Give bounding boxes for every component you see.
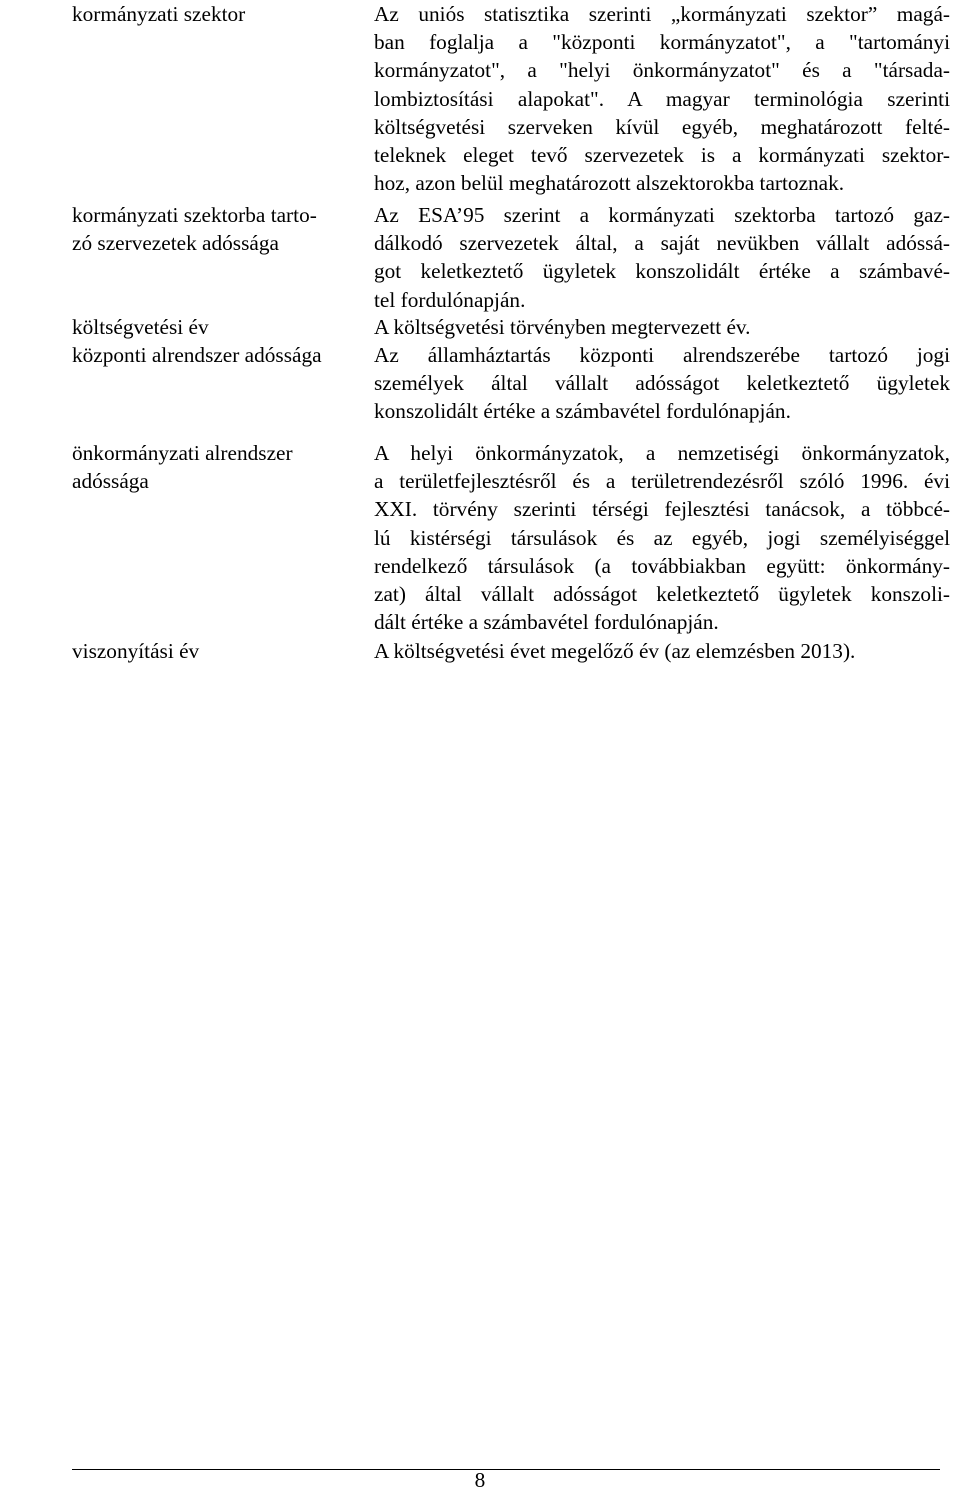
glossary-definition <box>374 341 950 426</box>
definition-line: lombiztosítási alapokat". A magyar terminológia szerinti <box>374 86 950 111</box>
glossary-term <box>72 341 374 369</box>
term-line: viszonyítási év <box>72 639 200 663</box>
definition-line: ban foglalja a "központi kormányzatot", a "tartományi <box>374 30 950 55</box>
definition-line: költségvetési szerveken kívül egyéb, meghatározott felté- <box>374 114 950 139</box>
definition-line: Az uniós statisztika szerinti „kormányzati szektor” magá- <box>374 2 950 26</box>
definition-line: hoz, azon belül meghatározott alszektorokba tartoznak. <box>374 171 845 196</box>
definition-line: Az ESA’95 szerint a kormányzati szektorba tartozó gaz- <box>374 203 950 227</box>
glossary-definition <box>374 637 950 665</box>
definition-line: személyek által vállalt adósságot keletkeztető ügyletek <box>374 371 950 396</box>
definition-line: teleknek eleget tevő szervezetek is a kormányzati szektor- <box>374 143 950 168</box>
glossary-term <box>72 0 374 28</box>
term-line: központi alrendszer adóssága <box>72 343 322 367</box>
glossary-term <box>72 439 374 495</box>
glossary-term <box>72 313 374 341</box>
term-line: önkormányzati alrendszer <box>72 441 293 465</box>
definition-line: rendelkező társulások (a továbbiakban együtt: önkormány- <box>374 553 950 578</box>
definition-line: A költségvetési törvényben megtervezett év. <box>374 315 751 339</box>
definition-line: a területfejlesztésről és a területrendezésről szóló 1996. évi <box>374 469 950 494</box>
definition-line: dálkodó szervezetek által, a saját nevükben vállalt adóssá- <box>374 231 950 256</box>
definition-line: kormányzatot", a "helyi önkormányzatot" és a "társada- <box>374 58 950 83</box>
page-number: 8 <box>474 1468 486 1492</box>
glossary-definition <box>374 313 950 341</box>
term-line: kormányzati szektorba tarto- <box>72 203 317 227</box>
definition-line: got keletkeztető ügyletek konszolidált értéke a számbavé- <box>374 259 950 284</box>
glossary-entry <box>72 201 950 314</box>
glossary-term <box>72 637 374 665</box>
glossary-definition <box>374 0 950 197</box>
definition-line: XXI. törvény szerinti térségi fejlesztési tanácsok, a többcé- <box>374 497 950 522</box>
glossary-entry <box>72 341 950 426</box>
glossary-term <box>72 201 374 257</box>
term-line: zó szervezetek adóssága <box>72 231 279 256</box>
glossary-entry <box>72 0 950 197</box>
definition-line: dált értéke a számbavétel fordulónapján. <box>374 610 719 635</box>
glossary-entry <box>72 313 950 341</box>
definition-line: Az államháztartás központi alrendszerébe tartozó jogi <box>374 343 950 367</box>
glossary-entry <box>72 637 950 665</box>
definition-line: zat) által vállalt adósságot keletkeztető ügyletek konszoli- <box>374 582 950 607</box>
definition-line: lú kistérségi társulások és az egyéb, jogi személyiséggel <box>374 525 950 550</box>
term-line: költségvetési év <box>72 315 209 339</box>
glossary-definition <box>374 201 950 314</box>
definition-line: konszolidált értéke a számbavétel fordulónapján. <box>374 399 791 424</box>
definition-line: A költségvetési évet megelőző év (az elemzésben 2013). <box>374 639 856 663</box>
definition-line: tel fordulónapján. <box>374 287 526 312</box>
glossary-definition <box>374 439 950 636</box>
glossary-entry <box>72 439 950 636</box>
term-line: kormányzati szektor <box>72 2 246 26</box>
term-line: adóssága <box>72 469 149 494</box>
definition-line: A helyi önkormányzatok, a nemzetiségi önkormányzatok, <box>374 441 950 465</box>
